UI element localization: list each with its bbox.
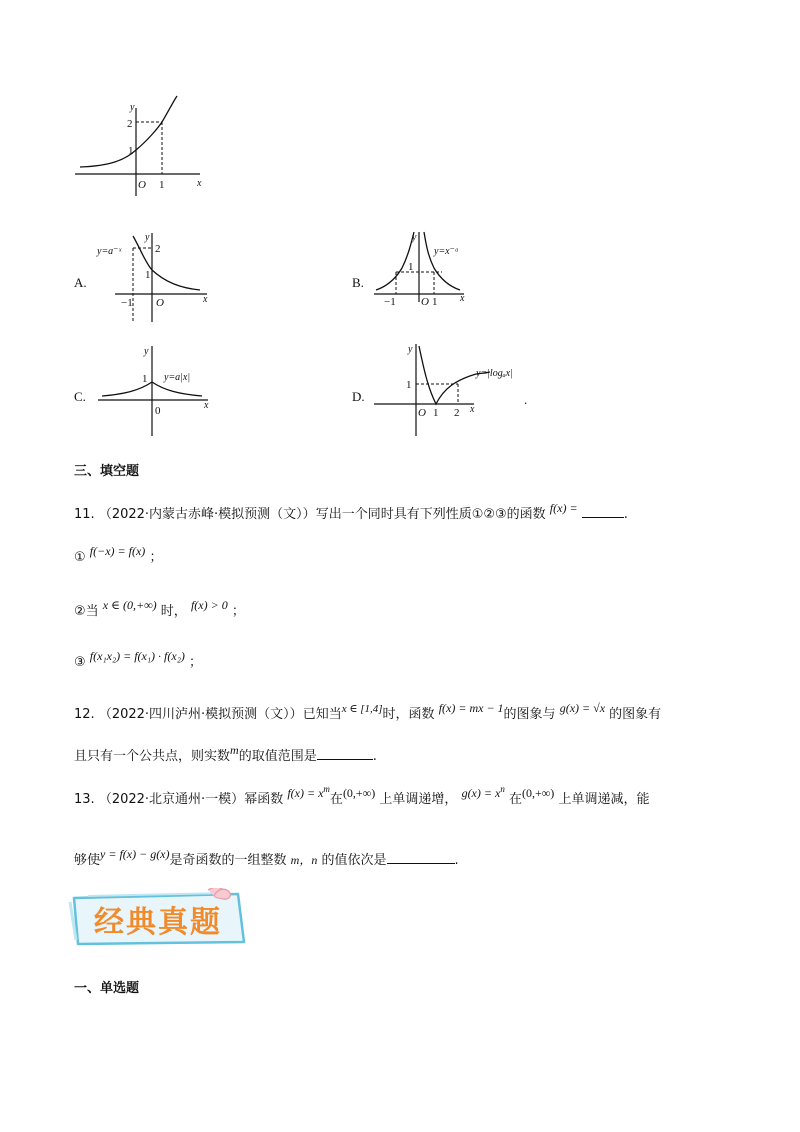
- q12-line2-a: 且只有一个公共点，则实数: [74, 749, 231, 764]
- main-two-y-label: 2: [127, 118, 133, 130]
- option-b-x-label: x: [460, 293, 465, 304]
- q13-line2-b: 是奇函数的一组整数: [169, 853, 287, 868]
- option-a-two-label: 2: [155, 243, 161, 255]
- q13-f-exponent: m: [323, 784, 330, 794]
- option-a-graph: [95, 228, 215, 324]
- property-2-mark: ②当: [74, 604, 99, 619]
- option-b-y-label: y: [412, 232, 417, 243]
- q13-text-2: 上单调递增，: [379, 792, 458, 807]
- q12-text-4: 的图象有: [609, 707, 662, 722]
- q13-y-expression: y = f(x) − g(x): [100, 847, 170, 861]
- q13-in-1: 在: [329, 792, 343, 807]
- option-b-neg1-label: −1: [384, 296, 396, 308]
- option-d-x-label: x: [470, 404, 475, 415]
- option-d-one-x-label: 1: [433, 407, 439, 419]
- q13-line2-c: 的值依次是: [321, 853, 387, 868]
- q12-text-3: 的图象与: [503, 707, 556, 722]
- property-2-end: ；: [231, 604, 245, 619]
- q12-condition: x ∈ [1,4]: [341, 703, 383, 715]
- property-1-end: ；: [149, 550, 163, 565]
- option-b-graph: [372, 228, 470, 308]
- option-a-one-label: 1: [145, 269, 151, 281]
- q11-end: .: [623, 507, 628, 522]
- option-d-tail: .: [524, 392, 528, 407]
- property-1: [74, 546, 162, 565]
- option-d-curve-label: y=|logₐx|: [476, 368, 513, 379]
- section-heading-fill-blank: 三、填空题: [74, 464, 140, 479]
- option-d-two-x-label: 2: [454, 407, 460, 419]
- property-3-mark: ③: [74, 655, 86, 670]
- q11-answer-blank[interactable]: [582, 506, 624, 518]
- option-a-curve-label: y=a⁻ˣ: [97, 246, 122, 257]
- q12-end: .: [372, 749, 377, 764]
- property-2: [74, 600, 245, 619]
- option-c-curve-label: y=a|x|: [164, 372, 191, 383]
- banner-title: 经典真题: [94, 905, 222, 940]
- q12-g-expression: g(x) = √x: [559, 701, 606, 715]
- q13-f-base: f(x) = x: [287, 786, 324, 800]
- option-a-x-label: x: [203, 294, 208, 305]
- option-c-graph: [96, 342, 216, 438]
- q13-answer-blank[interactable]: [387, 852, 455, 864]
- section-heading-single-choice: 一、单选题: [74, 981, 140, 996]
- property-3-end: ；: [189, 655, 203, 670]
- option-d-graph: [372, 340, 532, 438]
- question-12-line-1: [74, 703, 661, 722]
- q13-interval-1: (0,+∞): [342, 786, 376, 800]
- q11-source: （2022·内蒙古赤峰·模拟预测（文））: [98, 507, 316, 522]
- q13-source: （2022·北京通州·一模）: [98, 792, 245, 807]
- main-y-label: y: [130, 102, 135, 113]
- question-13-line-2: [74, 849, 459, 868]
- q13-g-exponent: n: [500, 784, 505, 794]
- question-13-line-1: [74, 784, 650, 807]
- q11-expression: f(x) =: [549, 501, 578, 515]
- option-c-label: C.: [74, 389, 86, 404]
- option-b-label: B.: [352, 275, 364, 290]
- q12-number: 12.: [74, 707, 95, 722]
- q13-text-1: 幂函数: [244, 792, 284, 807]
- option-a-origin-label: O: [156, 297, 164, 309]
- q13-in-2: 在: [508, 792, 522, 807]
- q13-f-expression: [287, 786, 330, 800]
- option-c-x-label: x: [204, 400, 209, 411]
- property-2-condition: x ∈ (0,+∞): [102, 598, 157, 612]
- q13-number: 13.: [74, 792, 95, 807]
- q12-m: m: [230, 743, 239, 757]
- q13-line2-a: 够使: [74, 853, 101, 868]
- property-1-expression: f(−x) = f(x): [89, 544, 146, 558]
- classic-questions-banner: [68, 888, 250, 946]
- q12-text-2: 时，函数: [382, 707, 435, 722]
- option-a-neg1-label: −1: [121, 297, 133, 309]
- main-one-y-label: 1: [128, 145, 134, 157]
- q12-f-expression: f(x) = mx − 1: [438, 701, 504, 715]
- option-a-y-label: y: [145, 232, 150, 243]
- main-exponential-graph: [70, 96, 210, 200]
- option-d-origin-label: O: [418, 407, 426, 419]
- main-x-label: x: [197, 178, 202, 189]
- property-2-expression: f(x) > 0: [190, 598, 228, 612]
- option-d-one-y-label: 1: [406, 379, 412, 391]
- option-b-one-x-label: 1: [432, 296, 438, 308]
- option-a-label: A.: [74, 275, 87, 290]
- option-c-one-label: 1: [142, 373, 148, 385]
- option-c-origin-label: 0: [155, 405, 161, 417]
- q11-number: 11.: [74, 507, 95, 522]
- option-d-label: D.: [352, 389, 365, 404]
- q13-end: .: [454, 853, 459, 868]
- q13-mn: m，n: [290, 853, 318, 867]
- option-b-curve-label: y=x⁻ᵃ: [434, 246, 459, 257]
- option-c-y-label: y: [144, 346, 149, 357]
- question-12-line-2: [74, 745, 377, 764]
- q13-interval-2: (0,+∞): [521, 786, 555, 800]
- q12-text-1: 已知当: [302, 707, 342, 722]
- q13-g-expression: [462, 786, 505, 800]
- property-1-mark: ①: [74, 550, 86, 565]
- property-2-mid: 时，: [160, 604, 187, 619]
- q12-answer-blank[interactable]: [317, 748, 373, 760]
- option-b-one-y-label: 1: [408, 261, 414, 273]
- property-3-expression: f(x₁x₂) = f(x₁) · f(x₂): [89, 649, 185, 663]
- q12-source: （2022·四川泸州·模拟预测（文））: [98, 707, 303, 722]
- property-3: [74, 651, 202, 670]
- option-d-y-label: y: [408, 344, 413, 355]
- question-11: [74, 503, 628, 522]
- main-one-x-label: 1: [159, 179, 165, 191]
- q11-text: 写出一个同时具有下列性质①②③的函数: [315, 507, 546, 522]
- q13-g-base: g(x) = x: [461, 786, 501, 800]
- option-b-origin-label: O: [421, 296, 429, 308]
- q13-text-3: 上单调递减，能: [558, 792, 650, 807]
- q12-line2-b: 的取值范围是: [238, 749, 317, 764]
- main-origin-label: O: [138, 179, 146, 191]
